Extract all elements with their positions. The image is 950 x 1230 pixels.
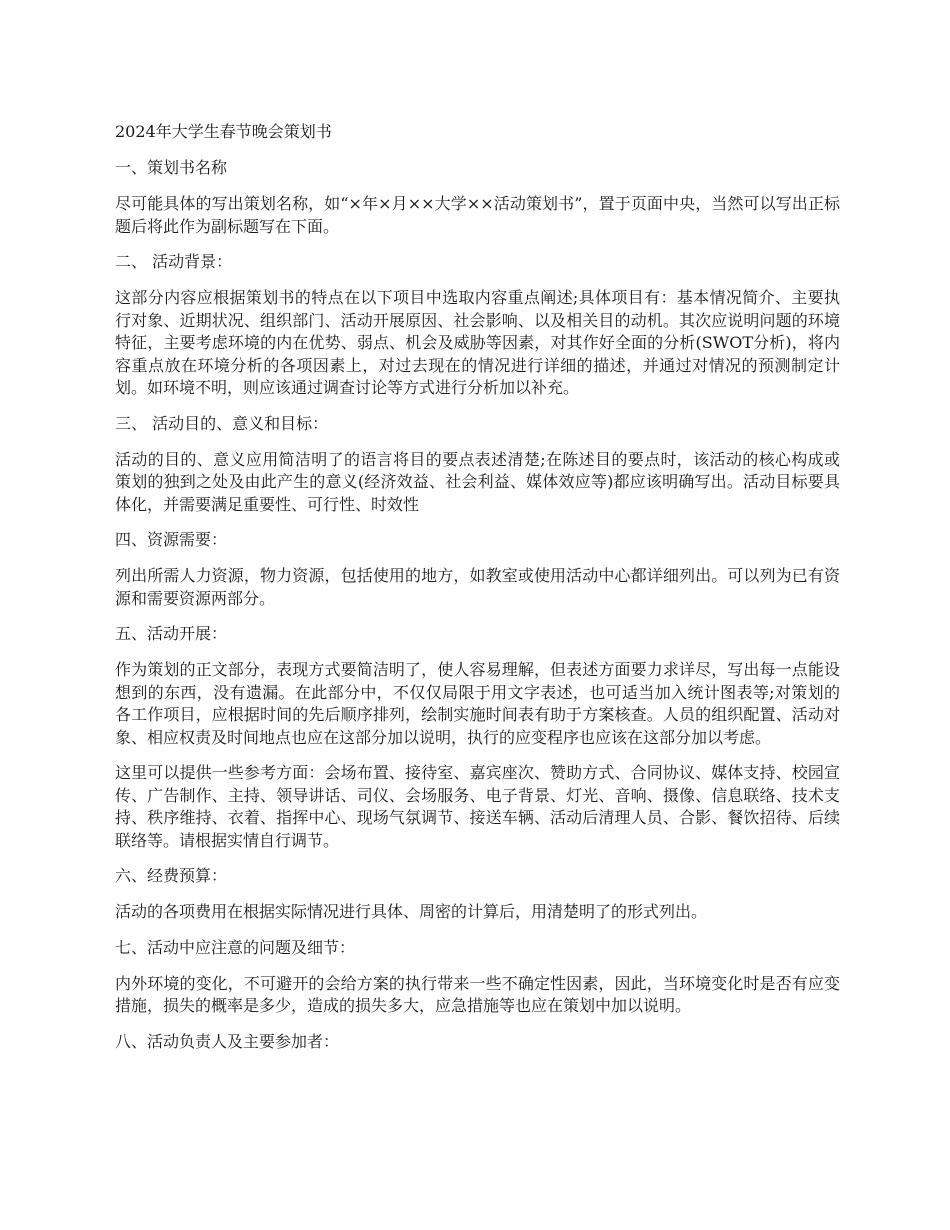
section-7-paragraph-1: 内外环境的变化，不可避开的会给方案的执行带来一些不确定性因素，因此，当环境变化时是否有应变措施，损失的概率是多少，造成的损失多大，应急措施等也应在策划中加以说明。 — [115, 973, 840, 1015]
section-heading-4: 四、资源需要： — [115, 530, 228, 549]
section-heading-8: 八、活动负责人及主要参加者： — [115, 1031, 340, 1051]
section-5-paragraph-2: 这里可以提供一些参考方面：会场布置、接待室、嘉宾座次、赞助方式、合同协议、媒体支持、校园宣传、广告制作、主持、领导讲话、司仪、会场服务、电子背景、灯光、音响、摄像、信息联络、技术支持、秩序维持、衣着、指挥中心、现场气氛调节、接送车辆、活动后清理人员、合影、餐饮招待、后续联络等。请根据实情自行调节。 — [115, 763, 840, 850]
section-6-paragraph-1: 活动的各项费用在根据实际情况进行具体、周密的计算后，用清楚明了的形式列出。 — [115, 902, 708, 921]
section-heading-5: 五、活动开展： — [115, 624, 228, 643]
section-4-paragraph-1: 列出所需人力资源，物力资源，包括使用的地方，如教室或使用活动中心都详细列出。可以列为已有资源和需要资源两部分。 — [115, 566, 840, 608]
section-heading-3: 三、 活动目的、意义和目标： — [115, 413, 329, 433]
section-5-paragraph-1: 作为策划的正文部分，表现方式要简洁明了，使人容易理解，但表述方面要力求详尽，写出每一点能设想到的东西，没有遗漏。在此部分中，不仅仅局限于用文字表述，也可适当加入统计图表等;对策划的各工作项目，应根据时间的先后顺序排列，绘制实施时间表有助于方案核查。人员的组织配置、活动对象、相应权责及时间地点也应在这部分加以说明，执行的应变程序也应该在这部分加以考虑。 — [115, 660, 840, 747]
document-title: 2024年大学生春节晚会策划书 — [115, 122, 332, 141]
section-1-paragraph-1: 尽可能具体的写出策划名称，如“×年×月××大学××活动策划书”，置于页面中央，当然可以写出正标题后将此作为副标题写在下面。 — [115, 194, 840, 236]
section-heading-1: 一、策划书名称 — [115, 158, 228, 177]
section-heading-2: 二、 活动背景： — [115, 252, 233, 271]
section-heading-7: 七、活动中应注意的问题及细节： — [115, 937, 356, 957]
section-2-paragraph-1: 这部分内容应根据策划书的特点在以下项目中选取内容重点阐述;具体项目有：基本情况简介、主要执行对象、近期状况、组织部门、活动开展原因、社会影响、以及相关目的动机。其次应说明问题的环境特征，主要考虑环境的内在优势、弱点、机会及威胁等因素，对其作好全面的分析(SWOT分析)，将内容重点放在环境分析的各项因素上，对过去现在的情况进行详细的描述，并通过对情况的预测制定计划。如环境不明，则应该通过调查讨论等方式进行分析加以补充。 — [115, 288, 840, 397]
section-heading-6: 六、经费预算： — [115, 866, 228, 885]
document-page — [115, 121, 840, 1067]
section-3-paragraph-1: 活动的目的、意义应用简洁明了的语言将目的要点表述清楚;在陈述目的要点时，该活动的核心构成或策划的独到之处及由此产生的意义(经济效益、社会利益、媒体效应等)都应该明确写出。活动目标要具体化，并需要满足重要性、可行性、时效性 — [115, 449, 840, 514]
